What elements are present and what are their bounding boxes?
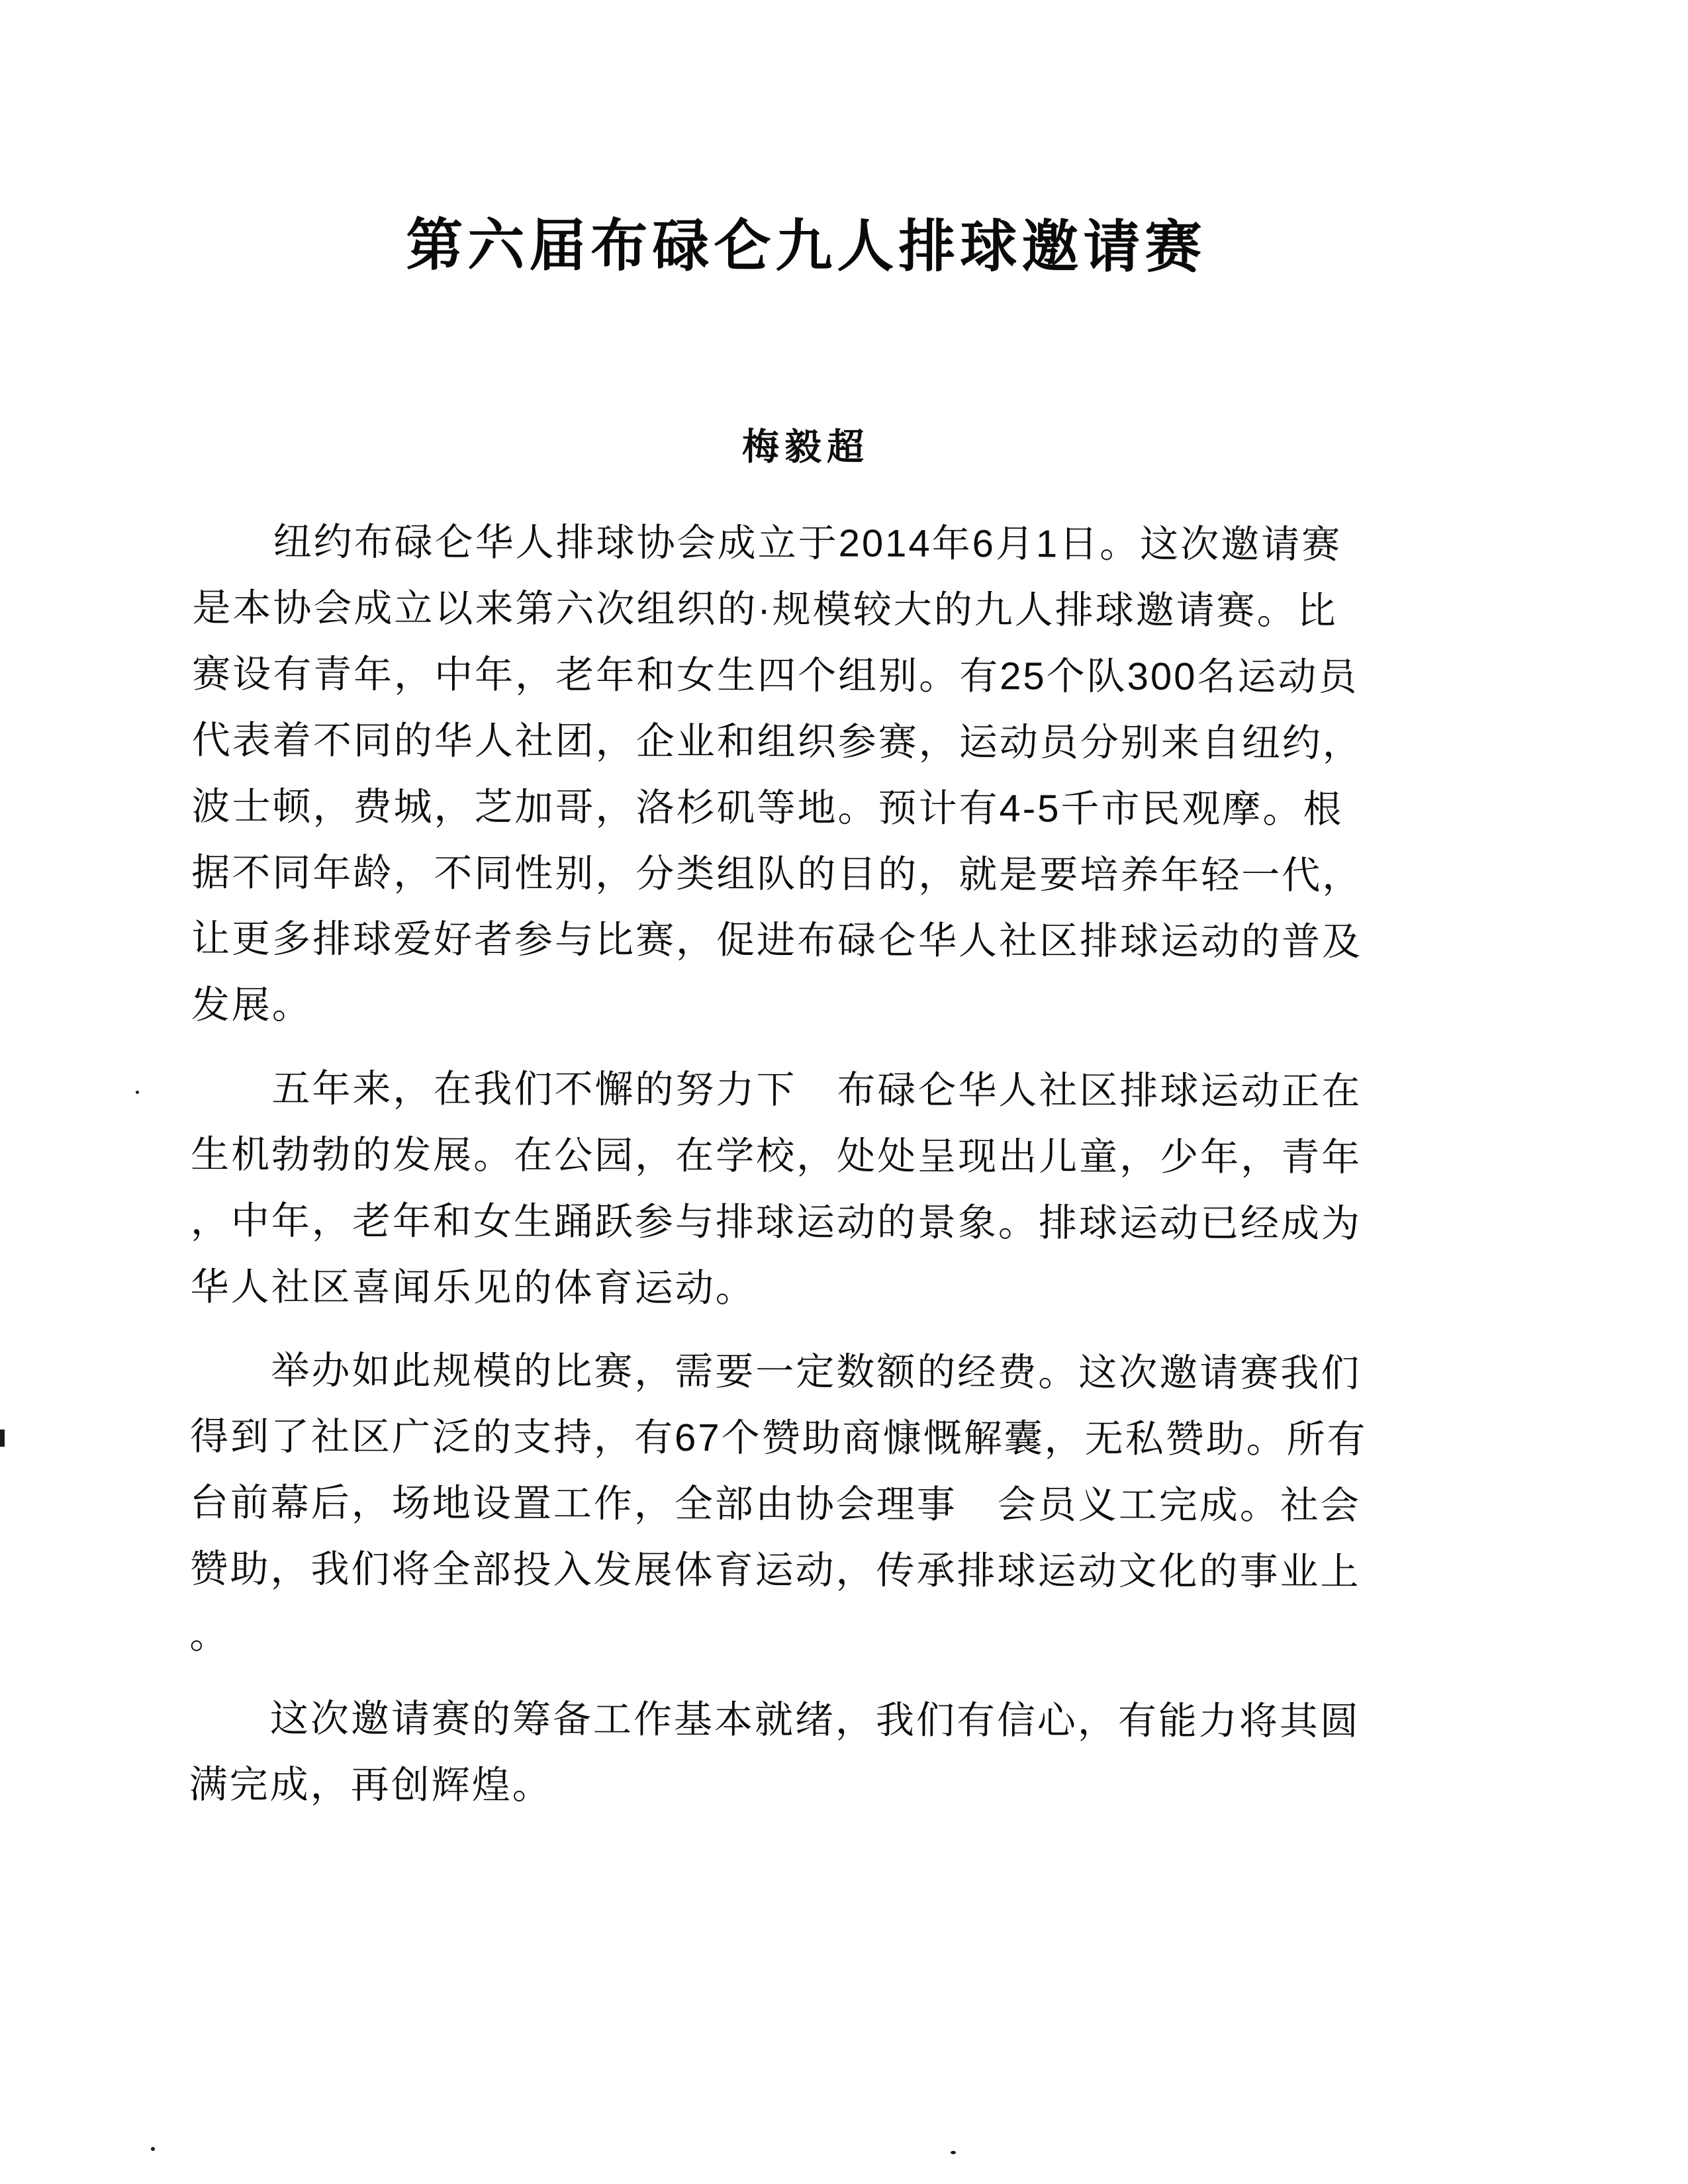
text-line: 波士顿，费城，芝加哥，洛杉矶等地。预计有4-5千市民观摩。根 (191, 784, 1344, 831)
paragraph (189, 1338, 1416, 1672)
scan-speck (951, 2151, 956, 2154)
paragraph (191, 509, 1419, 1042)
text-line: 纽约布碌仑华人排球协会成立于2014年6月1日。这次邀请赛 (273, 520, 1342, 567)
text-line: 五年来，在我们不懈的努力下 布碌仑华人社区排球运动正在 (271, 1067, 1362, 1113)
text-line: 赛设有青年，中年，老年和女生四个组别。有25个队300名运动员 (192, 652, 1359, 699)
text-line: 满完成，再创辉煌。 (189, 1762, 553, 1807)
text-line: 生机勃勃的发展。在公园，在学校，处处呈现出儿童，少年，青年 (191, 1132, 1362, 1179)
text-line: 发展。 (191, 983, 312, 1027)
text-line: 。 (189, 1613, 230, 1657)
text-line: 代表着不同的华人社团，企业和组织参赛，运动员分别来自纽约， (191, 718, 1363, 765)
scan-speck (136, 1091, 139, 1094)
paragraph (189, 1686, 1416, 1821)
text-line: ，中年，老年和女生踊跃参与排球运动的景象。排球运动已经成为 (190, 1199, 1362, 1246)
text-line: 得到了社区广泛的支持，有67个赞助商慷慨解囊，无私赞助。所有 (190, 1414, 1368, 1461)
author-name: 梅毅超 (741, 426, 870, 468)
paragraph (191, 1056, 1417, 1324)
text-line: 台前幕后，场地设置工作，全部由协会理事 会员义工完成。社会 (189, 1480, 1361, 1527)
text-line: 这次邀请赛的筹备工作基本就绪，我们有信心，有能力将其圆 (269, 1697, 1361, 1743)
scan-speck (0, 1430, 5, 1447)
text-line: 据不同年龄，不同性别，分类组队的目的，就是要培养年轻一代， (191, 850, 1363, 897)
text-line: 让更多排球爱好者参与比赛，促进布碌仑华人社区排球运动的普及 (191, 917, 1363, 964)
text-line: 是本协会成立以来第六次组织的·规模较大的九人排球邀请赛。比 (192, 586, 1338, 633)
document-content (189, 199, 1419, 1821)
scan-speck (151, 2147, 155, 2151)
document-title: 第六届布碌仑九人排球邀请赛 (406, 213, 1207, 280)
document-body (189, 509, 1419, 1821)
text-line: 赞助，我们将全部投入发展体育运动，传承排球运动文化的事业上 (189, 1547, 1361, 1594)
text-line: 华人社区喜闻乐见的体育运动。 (190, 1265, 756, 1310)
text-line: 举办如此规模的比赛，需要一定数额的经费。这次邀请赛我们 (271, 1349, 1362, 1395)
